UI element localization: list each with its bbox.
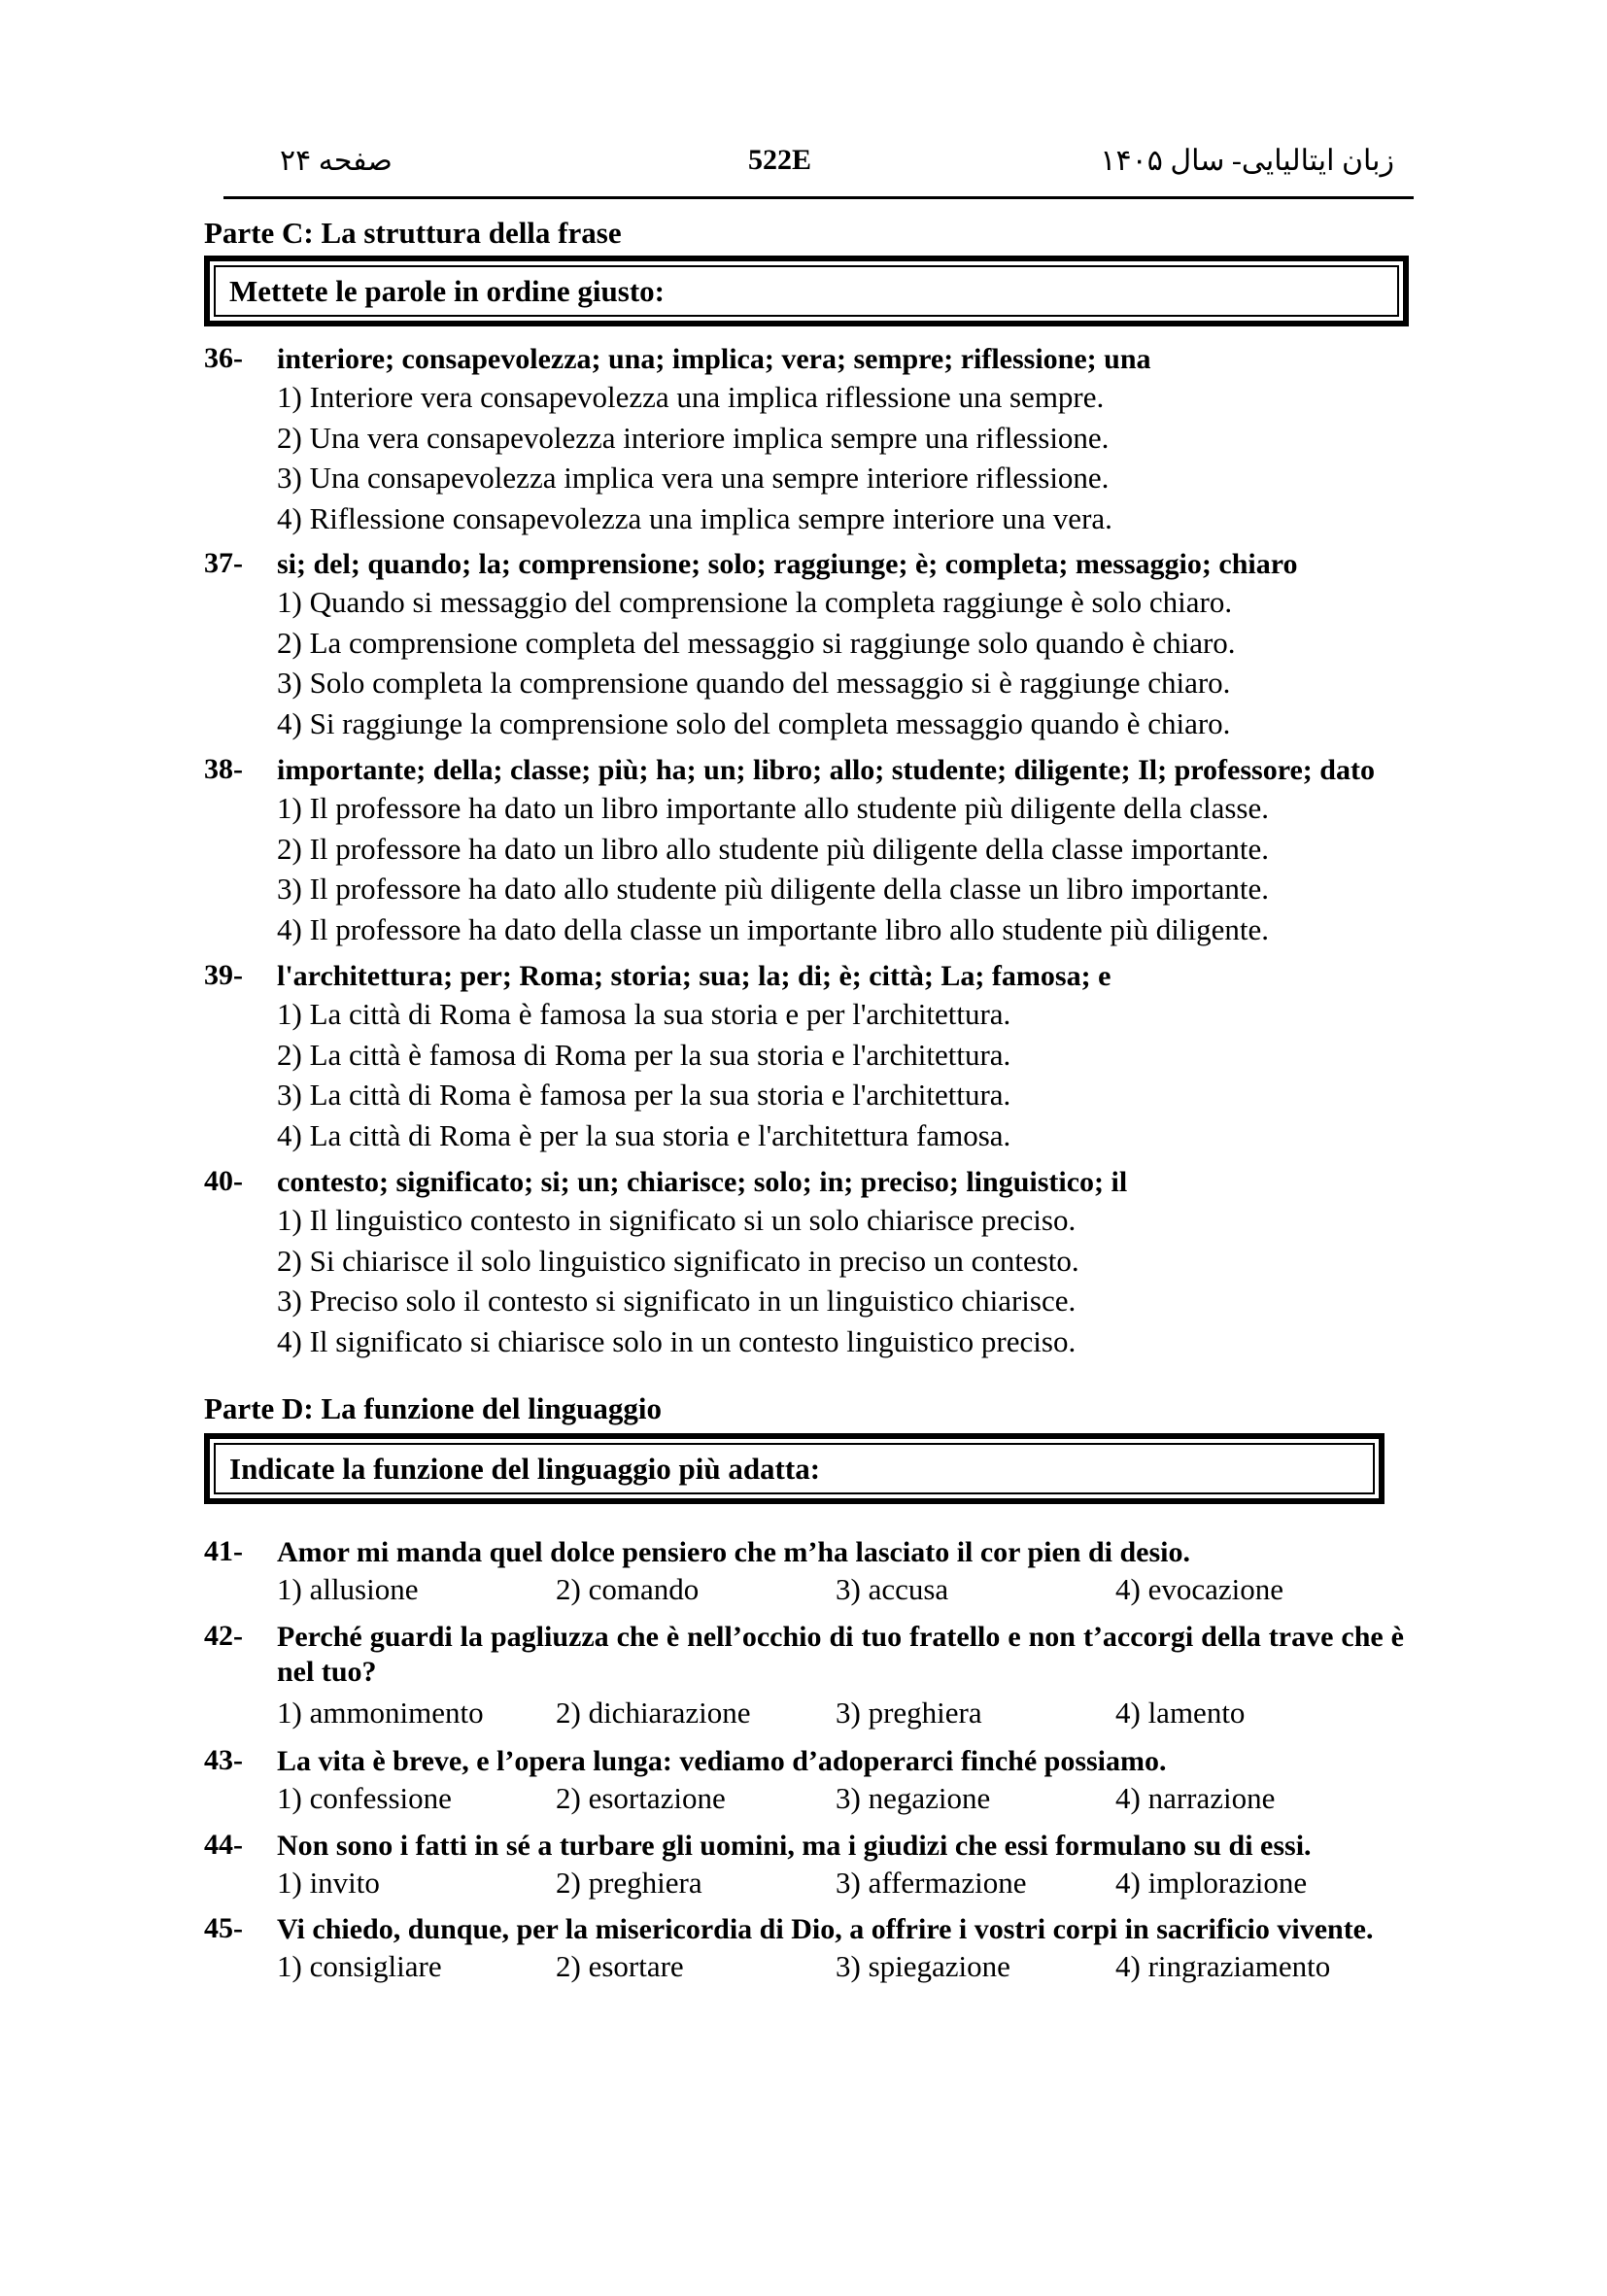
option-2[interactable]: 2) esortare [556, 1949, 684, 1983]
option-4[interactable]: 4) La città di Roma è per la sua storia e l'architettura famosa. [277, 1118, 1011, 1152]
option-2[interactable]: 2) La comprensione completa del messaggio si raggiunge solo quando è chiaro. [277, 626, 1236, 660]
option-4[interactable]: 4) Il professore ha dato della classe un importante libro allo studente più diligente. [277, 912, 1269, 946]
question-stem: La vita è breve, e l’opera lunga: vediamo d’adoperarci finché possiamo. [277, 1745, 1167, 1777]
option-3[interactable]: 3) spiegazione [836, 1949, 1010, 1983]
exam-subject: زبان ایتالیایی- سال ۱۴۰۵ [1100, 145, 1394, 177]
question-stem: importante; della; classe; più; ha; un; libro; allo; studente; diligente; Il; professore; dato [277, 754, 1375, 786]
option-4[interactable]: 4) Il significato si chiarisce solo in un contesto linguistico preciso. [277, 1324, 1077, 1358]
option-2[interactable]: 2) Si chiarisce il solo linguistico significato in preciso un contesto. [277, 1244, 1079, 1278]
option-3[interactable]: 3) negazione [836, 1781, 991, 1815]
option-4[interactable]: 4) ringraziamento [1115, 1949, 1331, 1983]
option-1[interactable]: 1) ammonimento [277, 1696, 484, 1730]
exam-code: 522E [748, 144, 812, 176]
option-1[interactable]: 1) confessione [277, 1781, 452, 1815]
option-1[interactable]: 1) La città di Roma è famosa la sua storia e per l'architettura. [277, 997, 1011, 1031]
option-4[interactable]: 4) evocazione [1115, 1572, 1283, 1606]
option-3[interactable]: 3) La città di Roma è famosa per la sua storia e l'architettura. [277, 1078, 1011, 1112]
question-stem: Non sono i fatti in sé a turbare gli uomini, ma i giudizi che essi formulano su di essi. [277, 1830, 1312, 1862]
part-c-title: Parte C: La struttura della frase [204, 216, 622, 250]
part-c-instruction: Mettete le parole in ordine giusto: [214, 265, 1399, 317]
option-2[interactable]: 2) esortazione [556, 1781, 726, 1815]
question-stem: l'architettura; per; Roma; storia; sua; la; di; è; città; La; famosa; e [277, 960, 1111, 992]
option-1[interactable]: 1) Quando si messaggio del comprensione la completa raggiunge è solo chiaro. [277, 585, 1233, 619]
question-stem: interiore; consapevolezza; una; implica; vera; sempre; riflessione; una [277, 343, 1151, 375]
option-1[interactable]: 1) invito [277, 1866, 380, 1900]
option-4[interactable]: 4) narrazione [1115, 1781, 1276, 1815]
question-number: 40- [204, 1165, 243, 1197]
option-4[interactable]: 4) lamento [1115, 1696, 1246, 1730]
option-4[interactable]: 4) Riflessione consapevolezza una implica sempre interiore una vera. [277, 501, 1112, 535]
question-stem: Vi chiedo, dunque, per la misericordia di Dio, a offrire i vostri corpi in sacrificio vivente. [277, 1913, 1374, 1945]
question-stem: Perché guardi la pagliuzza che è nell’occhio di tuo fratello e non t’accorgi della trave che è nel tuo? [277, 1621, 1404, 1688]
option-1[interactable]: 1) Il linguistico contesto in significato si un solo chiarisce preciso. [277, 1203, 1077, 1237]
question-stem: contesto; significato; si; un; chiarisce; solo; in; preciso; linguistico; il [277, 1166, 1128, 1198]
question-number: 43- [204, 1744, 243, 1776]
option-2[interactable]: 2) comando [556, 1572, 700, 1606]
option-3[interactable]: 3) Preciso solo il contesto si significato in un linguistico chiarisce. [277, 1284, 1077, 1318]
option-1[interactable]: 1) consigliare [277, 1949, 442, 1983]
option-1[interactable]: 1) allusione [277, 1572, 419, 1606]
question-number: 41- [204, 1535, 243, 1567]
option-4[interactable]: 4) implorazione [1115, 1866, 1308, 1900]
option-3[interactable]: 3) Una consapevolezza implica vera una sempre interiore riflessione. [277, 461, 1110, 495]
page-number: صفحه ۲۴ [280, 145, 393, 177]
option-4[interactable]: 4) Si raggiunge la comprensione solo del completa messaggio quando è chiaro. [277, 706, 1231, 740]
option-3[interactable]: 3) Solo completa la comprensione quando del messaggio si è raggiunge chiaro. [277, 666, 1231, 700]
option-1[interactable]: 1) Il professore ha dato un libro importante allo studente più diligente della classe. [277, 791, 1269, 825]
question-number: 37- [204, 547, 243, 579]
part-d-instruction-box [204, 1433, 1385, 1504]
option-2[interactable]: 2) dichiarazione [556, 1696, 751, 1730]
option-3[interactable]: 3) accusa [836, 1572, 949, 1606]
option-2[interactable]: 2) La città è famosa di Roma per la sua storia e l'architettura. [277, 1038, 1011, 1072]
question-number: 39- [204, 959, 243, 991]
option-1[interactable]: 1) Interiore vera consapevolezza una implica riflessione una sempre. [277, 380, 1105, 414]
option-3[interactable]: 3) preghiera [836, 1696, 982, 1730]
option-3[interactable]: 3) affermazione [836, 1866, 1027, 1900]
question-stem: si; del; quando; la; comprensione; solo; raggiunge; è; completa; messaggio; chiaro [277, 548, 1298, 580]
question-number: 42- [204, 1620, 243, 1652]
page-header [204, 144, 1394, 183]
part-d-instruction: Indicate la funzione del linguaggio più adatta: [214, 1443, 1375, 1494]
part-d-title: Parte D: La funzione del linguaggio [204, 1391, 663, 1425]
question-number: 36- [204, 342, 243, 374]
question-stem: Amor mi manda quel dolce pensiero che m’ha lasciato il cor pien di desio. [277, 1536, 1191, 1568]
option-2[interactable]: 2) Una vera consapevolezza interiore implica sempre una riflessione. [277, 421, 1110, 455]
question-number: 44- [204, 1829, 243, 1861]
option-3[interactable]: 3) Il professore ha dato allo studente più diligente della classe un libro importante. [277, 872, 1269, 906]
header-divider [223, 196, 1414, 199]
option-2[interactable]: 2) Il professore ha dato un libro allo studente più diligente della classe importante. [277, 832, 1269, 866]
option-2[interactable]: 2) preghiera [556, 1866, 702, 1900]
part-c-instruction-box [204, 256, 1409, 326]
question-number: 45- [204, 1912, 243, 1944]
question-number: 38- [204, 753, 243, 785]
